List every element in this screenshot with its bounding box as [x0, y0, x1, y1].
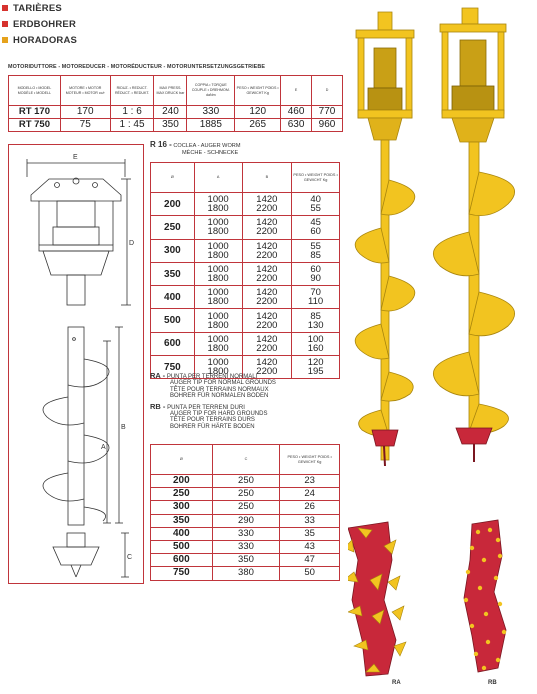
table-cell: 50 [280, 567, 340, 580]
tip-line: TÊTE POUR TERRAINS NORMAUX [170, 386, 269, 393]
table-row [151, 193, 340, 216]
cell-value: 1800 [207, 342, 229, 354]
table-cell: 250 [212, 488, 280, 501]
table-cell: 330 [212, 540, 280, 553]
dimension-label-b: B [121, 424, 126, 431]
language-item: ERDBOHRER [2, 16, 77, 32]
table-cell [242, 193, 292, 216]
cell-value: 1420 [256, 194, 278, 206]
dimension-label-e: E [73, 154, 78, 161]
table-header-row [9, 76, 343, 106]
motor-table [8, 75, 343, 132]
table-cell: 24 [280, 488, 340, 501]
table-cell: 350 [154, 119, 187, 132]
tip-line: TÊTE POUR TERRAINS DURS [170, 417, 255, 424]
column-header: PESO • WEIGHT POIDS • GEWICHT Kg [280, 445, 340, 475]
diameter-cell: 300 [151, 239, 195, 262]
table-cell: 330 [212, 527, 280, 540]
diameter-cell: 300 [151, 501, 213, 514]
cell-value: 2200 [256, 319, 278, 331]
table-cell: 120 [235, 106, 281, 119]
table-cell [292, 239, 340, 262]
motor-table-title: MOTORIDUTTORE - MOTOREDUCER - MOTORÉDUCTEUR - MOTORUNTERSETZUNGSGETRIEBE [8, 64, 266, 70]
table-cell: 43 [280, 540, 340, 553]
diameter-cell: 350 [151, 514, 213, 527]
table-row [151, 309, 340, 332]
coclea-table [150, 162, 340, 379]
cell-value: 1000 [207, 357, 229, 369]
table-row [151, 567, 340, 580]
table-cell [194, 239, 242, 262]
cell-value: 45 [310, 217, 321, 229]
table-row [151, 262, 340, 285]
table-cell: 250 [212, 475, 280, 488]
tip-line: BOHRER FÜR NORMALEN BODEN [170, 393, 269, 400]
tip-line: BOHRER FÜR HÄRTE BODEN [170, 423, 255, 430]
table-row [9, 106, 343, 119]
column-header: C [212, 445, 280, 475]
table-cell [242, 216, 292, 239]
cell-value: 85 [310, 249, 321, 261]
cell-value: 60 [310, 264, 321, 276]
table-cell: 460 [281, 106, 312, 119]
table-row [151, 527, 340, 540]
cell-value: 1800 [207, 203, 229, 215]
table-row [151, 216, 340, 239]
language-list [2, 0, 77, 48]
cell-value: 55 [310, 203, 321, 215]
tip-code: RB - [150, 401, 166, 411]
table-cell: 33 [280, 514, 340, 527]
language-item: HORADORAS [2, 32, 77, 48]
cell-value: 55 [310, 240, 321, 252]
table-cell [292, 216, 340, 239]
table-cell: 290 [212, 514, 280, 527]
cell-value: 160 [307, 342, 324, 354]
diameter-cell: 250 [151, 216, 195, 239]
cell-value: 1000 [207, 310, 229, 322]
table-cell: 770 [312, 106, 343, 119]
bullet-square-icon [2, 21, 8, 27]
table-cell: 23 [280, 475, 340, 488]
dimension-label-d: D [129, 240, 135, 247]
column-header: PESO • WEIGHT POIDS • GEWICHT Kg [292, 163, 340, 193]
cell-value: 1420 [256, 310, 278, 322]
table-cell: 240 [154, 106, 187, 119]
cell-value: 2200 [256, 342, 278, 354]
table-row [151, 239, 340, 262]
model-cell: RT 750 [9, 119, 61, 132]
cell-value: 2200 [256, 249, 278, 261]
column-header: RIDUZ. • REDUCT. RÉDUCT. • REDUKT. [110, 76, 154, 106]
table-cell [242, 286, 292, 309]
diameter-cell: 600 [151, 332, 195, 355]
table-cell [292, 286, 340, 309]
cell-value: 1800 [207, 226, 229, 238]
tip-descriptions [150, 373, 340, 434]
table-cell: 380 [212, 567, 280, 580]
column-header: E [281, 76, 312, 106]
column-header: A [194, 163, 242, 193]
diameter-cell: 750 [151, 567, 213, 580]
table-cell: 26 [280, 501, 340, 514]
language-item: TARIÈRES [2, 0, 77, 16]
dimension-label-a: A [101, 444, 106, 451]
tip-photo-ra [348, 522, 406, 676]
tip-line: AUGER TIP FOR HARD GROUNDS [170, 411, 268, 418]
table-row [9, 119, 343, 132]
auger-photo-rt170 [355, 12, 415, 466]
table-row [151, 501, 340, 514]
table-row [151, 554, 340, 567]
tip-photo-rb [464, 520, 506, 672]
cell-value: 1420 [256, 287, 278, 299]
tip-code: RA - [150, 371, 166, 380]
cell-value: 90 [310, 273, 321, 285]
cell-value: 1800 [207, 319, 229, 331]
photo-label-rb: RB [488, 680, 497, 686]
diameter-cell: 400 [151, 527, 213, 540]
table-cell [242, 309, 292, 332]
technical-drawing-frame [8, 144, 144, 584]
cell-value: 1000 [207, 194, 229, 206]
dimension-label-c: C [127, 554, 133, 561]
column-header: Ø [151, 163, 195, 193]
table-header-row [151, 163, 340, 193]
cell-value: 110 [308, 296, 324, 308]
cell-value: 2200 [256, 203, 278, 215]
cell-value: 100 [307, 333, 324, 345]
table-cell [194, 309, 242, 332]
table-cell [242, 239, 292, 262]
cell-value: 1800 [207, 296, 229, 308]
cell-value: 1420 [256, 217, 278, 229]
cell-value: 1420 [256, 240, 278, 252]
cell-value: 1420 [256, 357, 278, 369]
table-row [151, 286, 340, 309]
diameter-cell: 500 [151, 309, 195, 332]
cell-value: 2200 [256, 296, 278, 308]
diameter-cell: 250 [151, 488, 213, 501]
table-cell: 170 [60, 106, 110, 119]
table-row [151, 332, 340, 355]
cell-value: 130 [307, 319, 324, 331]
cell-value: 1420 [256, 264, 278, 276]
table-row [151, 488, 340, 501]
table-cell: 47 [280, 554, 340, 567]
cell-value: 2200 [256, 273, 278, 285]
column-header: Ø [151, 445, 213, 475]
auger-technical-drawing [9, 145, 143, 583]
coclea-title [150, 142, 340, 156]
table-cell: 630 [281, 119, 312, 132]
diameter-cell: 750 [151, 356, 195, 379]
table-cell: 1 : 45 [110, 119, 154, 132]
diameter-cell: 400 [151, 286, 195, 309]
bullet-square-icon [2, 37, 8, 43]
table-row [151, 475, 340, 488]
column-header: PESO • WEIGHT POIDS • GEWICHT Kg [235, 76, 281, 106]
table-row [151, 514, 340, 527]
cell-value: 1000 [207, 240, 229, 252]
photo-label-ra: RA [392, 680, 401, 686]
column-header: D [312, 76, 343, 106]
table-cell [292, 332, 340, 355]
cell-value: 195 [307, 366, 324, 378]
table-cell: 265 [235, 119, 281, 132]
tip-line: AUGER TIP FOR NORMAL GROUNDS [170, 380, 276, 387]
table-cell: 1 : 6 [110, 106, 154, 119]
bullet-square-icon [2, 5, 8, 11]
table-cell: 350 [212, 554, 280, 567]
table-cell [292, 193, 340, 216]
cell-value: 40 [310, 194, 321, 206]
table-cell [242, 262, 292, 285]
table-cell: 330 [187, 106, 235, 119]
table-cell [194, 262, 242, 285]
cell-value: 1800 [207, 273, 229, 285]
product-photos [348, 0, 537, 694]
coclea-line: COCLEA - AUGER WORM [173, 143, 241, 149]
tip-description-rb [150, 401, 340, 431]
diameter-cell: 600 [151, 554, 213, 567]
table-row [151, 540, 340, 553]
table-header-row [151, 445, 340, 475]
cell-value: 1800 [207, 249, 229, 261]
model-cell: RT 170 [9, 106, 61, 119]
cell-value: 2200 [256, 226, 278, 238]
cell-value: 1000 [207, 287, 229, 299]
table-cell [194, 216, 242, 239]
table-cell [194, 286, 242, 309]
cell-value: 1800 [207, 366, 229, 378]
tip-table [150, 444, 340, 581]
table-cell: 35 [280, 527, 340, 540]
table-cell: 1885 [187, 119, 235, 132]
diameter-cell: 200 [151, 193, 195, 216]
table-cell: 960 [312, 119, 343, 132]
tip-line: PUNTA PER TERRENI NORMALI [166, 374, 258, 380]
cell-value: 1000 [207, 217, 229, 229]
cell-value: 85 [310, 310, 321, 322]
column-header: B [242, 163, 292, 193]
cell-value: 70 [310, 287, 321, 299]
table-cell [292, 262, 340, 285]
table-cell [292, 309, 340, 332]
table-cell [242, 332, 292, 355]
diameter-cell: 350 [151, 262, 195, 285]
cell-value: 1000 [207, 264, 229, 276]
column-header: MODELLO • MODEL MODÈLE • MODELL [9, 76, 61, 106]
cell-value: 2200 [256, 366, 278, 378]
auger-photo-rt750 [433, 8, 514, 462]
table-cell: 75 [60, 119, 110, 132]
table-cell: 250 [212, 501, 280, 514]
cell-value: 1420 [256, 333, 278, 345]
cell-value: 120 [307, 357, 324, 369]
cell-value: 60 [310, 226, 321, 238]
coclea-line: MÈCHE - SCHNECKE [182, 149, 239, 156]
tip-line: PUNTA PER TERRENI DURI [167, 404, 245, 411]
column-header: COPPIA • TORQUE COUPLE • DREHMOM. daNm [187, 76, 235, 106]
coclea-code: R 16 - [150, 140, 172, 149]
table-cell [194, 332, 242, 355]
diameter-cell: 500 [151, 540, 213, 553]
column-header: MAX PRESS. MAX DRUCK bar [154, 76, 187, 106]
cell-value: 1000 [207, 333, 229, 345]
diameter-cell: 200 [151, 475, 213, 488]
column-header: MOTORE • MOTOR MOTEUR • MOTOR cc/r [60, 76, 110, 106]
table-cell [194, 193, 242, 216]
tip-description-ra [150, 373, 340, 400]
